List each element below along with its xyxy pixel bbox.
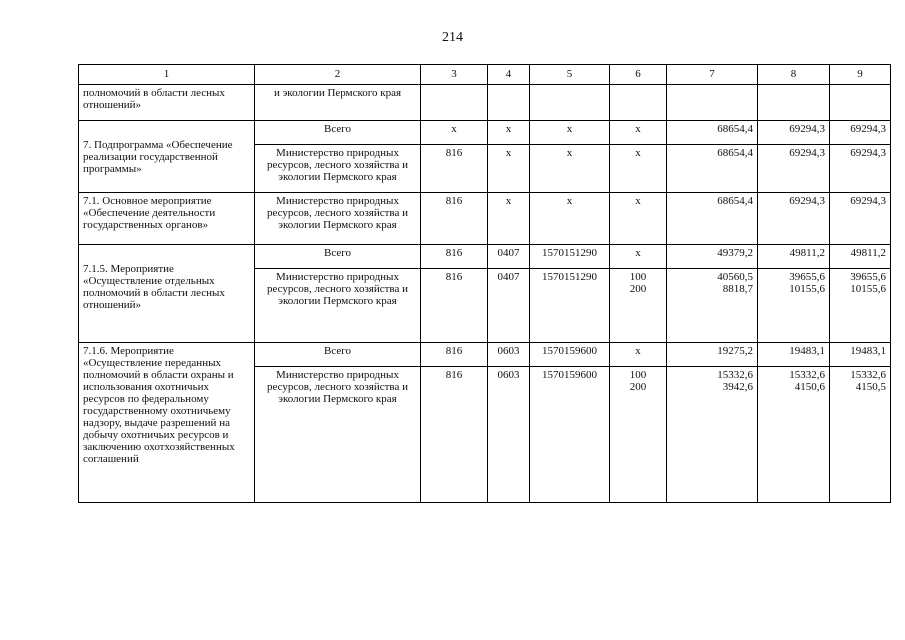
measure-name-cell: полномочий в области лесных отношений» (79, 85, 255, 121)
column-number: 4 (488, 65, 530, 85)
table-row (79, 193, 891, 245)
table-row (79, 85, 891, 121)
cell-value: 69294,3 (758, 121, 830, 145)
cell-value: 816 (421, 245, 488, 269)
column-number: 7 (667, 65, 758, 85)
cell-value: x (610, 193, 667, 245)
cell-value (830, 367, 891, 503)
cell-value: 19483,1 (830, 343, 891, 367)
cell-value: 69294,3 (830, 121, 891, 145)
organization-cell: Министерство природных ресурсов, лесного хозяйства и экологии Пермского края (255, 193, 421, 245)
cell-value (758, 367, 830, 503)
kvr-code: 200 (629, 381, 647, 393)
amount: 8818,7 (722, 283, 753, 295)
cell-value: 816 (421, 269, 488, 343)
cell-value: x (488, 121, 530, 145)
cell-value (758, 269, 830, 343)
cell-value: 816 (421, 343, 488, 367)
cell-value: 816 (421, 193, 488, 245)
amount: 15332,6 (717, 369, 753, 381)
amount: 40560,5 (717, 271, 753, 283)
cell-value: x (610, 245, 667, 269)
measure-name-cell: 7.1.6. Мероприятие «Осуществление переданных полномочий в области охраны и использования охотничьих ресурсов по федеральному государственному охотничьему надзору, выдаче разрешений на добычу охотничьих ресурсов и заключению охотхозяйственных соглашений (79, 343, 255, 503)
cell-value: x (530, 145, 610, 193)
cell-value: 0603 (488, 367, 530, 503)
column-number: 5 (530, 65, 610, 85)
cell-value: 19275,2 (667, 343, 758, 367)
organization-cell: Министерство природных ресурсов, лесного хозяйства и экологии Пермского края (255, 367, 421, 503)
column-number: 8 (758, 65, 830, 85)
table-row (79, 121, 891, 145)
cell-value: 1570159600 (530, 367, 610, 503)
organization-cell: Всего (255, 121, 421, 145)
organization-cell: Министерство природных ресурсов, лесного хозяйства и экологии Пермского края (255, 269, 421, 343)
amount: 39655,6 (789, 271, 825, 283)
amount: 39655,6 (850, 271, 886, 283)
cell-value: 49811,2 (830, 245, 891, 269)
column-number: 3 (421, 65, 488, 85)
cell-value: 0603 (488, 343, 530, 367)
cell-value: x (610, 145, 667, 193)
cell-value: 69294,3 (758, 145, 830, 193)
cell-value (830, 269, 891, 343)
cell-value: 19483,1 (758, 343, 830, 367)
column-number-row (79, 65, 891, 85)
cell-value: 69294,3 (758, 193, 830, 245)
column-number: 9 (830, 65, 891, 85)
amount: 4150,6 (794, 381, 825, 393)
table-row (79, 343, 891, 367)
column-number: 1 (79, 65, 255, 85)
cell-value: x (530, 121, 610, 145)
measure-name-cell: 7. Подпрограмма «Обеспечение реализации государственной программы» (79, 121, 255, 193)
amount: 15332,6 (789, 369, 825, 381)
column-number: 6 (610, 65, 667, 85)
cell-value: 1570151290 (530, 269, 610, 343)
cell-value: x (421, 121, 488, 145)
cell-value: 1570151290 (530, 245, 610, 269)
organization-cell: Министерство природных ресурсов, лесного хозяйства и экологии Пермского края (255, 145, 421, 193)
cell-value: x (488, 193, 530, 245)
amount: 10155,6 (789, 283, 825, 295)
cell-value: x (610, 121, 667, 145)
kvr-code: 200 (629, 283, 647, 295)
cell-value: 68654,4 (667, 145, 758, 193)
cell-value: 1570159600 (530, 343, 610, 367)
kvr-code: 100 (629, 369, 647, 381)
amount: 4150,5 (855, 381, 886, 393)
cell-value (610, 269, 667, 343)
amount: 10155,6 (850, 283, 886, 295)
cell-value: 69294,3 (830, 145, 891, 193)
cell-value (667, 269, 758, 343)
table-row (79, 245, 891, 269)
amount: 3942,6 (722, 381, 753, 393)
organization-cell: и экологии Пермского края (255, 85, 421, 121)
cell-value: 816 (421, 145, 488, 193)
cell-value: 49811,2 (758, 245, 830, 269)
amount: 15332,6 (850, 369, 886, 381)
measure-name-cell: 7.1. Основное мероприятие «Обеспечение деятельности государственных органов» (79, 193, 255, 245)
measure-name-cell: 7.1.5. Мероприятие «Осуществление отдельных полномочий в области лесных отношений» (79, 245, 255, 343)
page-number: 214 (442, 30, 463, 45)
cell-value: 0407 (488, 245, 530, 269)
cell-value: 0407 (488, 269, 530, 343)
organization-cell: Всего (255, 343, 421, 367)
cell-value (667, 367, 758, 503)
cell-value: 68654,4 (667, 121, 758, 145)
cell-value: x (530, 193, 610, 245)
cell-value: x (610, 343, 667, 367)
cell-value: 816 (421, 367, 488, 503)
column-number: 2 (255, 65, 421, 85)
cell-value: 69294,3 (830, 193, 891, 245)
cell-value (610, 367, 667, 503)
kvr-code: 100 (629, 271, 647, 283)
cell-value: 49379,2 (667, 245, 758, 269)
cell-value: 68654,4 (667, 193, 758, 245)
organization-cell: Всего (255, 245, 421, 269)
budget-table (78, 64, 891, 503)
cell-value: x (488, 145, 530, 193)
